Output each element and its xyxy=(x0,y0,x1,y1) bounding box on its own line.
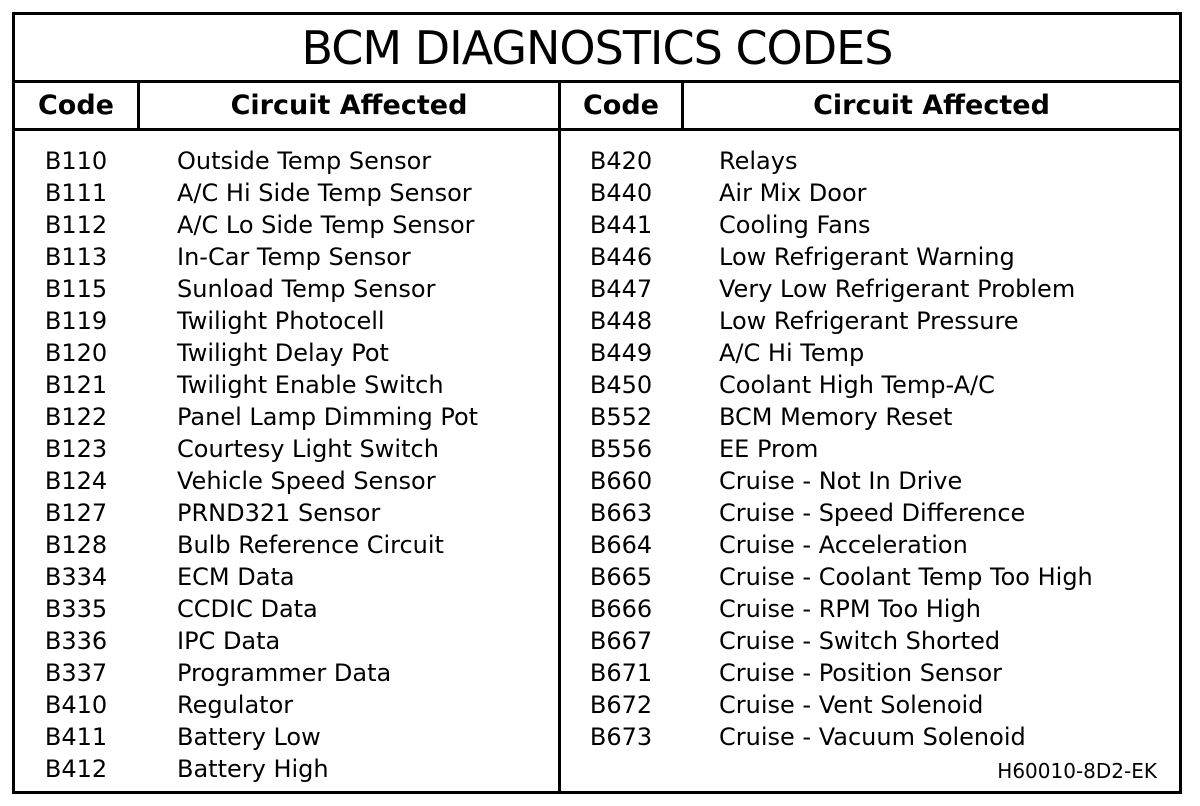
code-cell: B667 xyxy=(589,627,653,655)
circuit-cell: IPC Data xyxy=(177,627,281,655)
code-cell: B660 xyxy=(589,467,653,495)
circuit-cell: EE Prom xyxy=(719,435,819,463)
code-cell: B671 xyxy=(589,659,653,687)
code-cell: B552 xyxy=(589,403,653,431)
circuit-cell: A/C Hi Side Temp Sensor xyxy=(177,179,472,207)
circuit-cell: Relays xyxy=(719,147,798,175)
circuit-cell: Low Refrigerant Pressure xyxy=(719,307,1019,335)
circuit-cell: A/C Hi Temp xyxy=(719,339,865,367)
circuit-cell: Vehicle Speed Sensor xyxy=(177,467,436,495)
circuit-cell: Cruise - RPM Too High xyxy=(719,595,981,623)
circuit-cell: Bulb Reference Circuit xyxy=(177,531,444,559)
circuit-cell: Outside Temp Sensor xyxy=(177,147,432,175)
header-circuit-left: Circuit Affected xyxy=(140,83,558,131)
right-code-column xyxy=(561,145,681,753)
table-title: BCM DIAGNOSTICS CODES xyxy=(15,15,1179,83)
code-cell: B672 xyxy=(589,691,653,719)
code-cell: B448 xyxy=(589,307,653,335)
code-cell: B119 xyxy=(44,307,108,335)
circuit-cell: Cruise - Speed Difference xyxy=(719,499,1026,527)
circuit-cell: Cruise - Acceleration xyxy=(719,531,968,559)
circuit-cell: In-Car Temp Sensor xyxy=(177,243,411,271)
code-cell: B447 xyxy=(589,275,653,303)
code-cell: B666 xyxy=(589,595,653,623)
circuit-cell: Cruise - Position Sensor xyxy=(719,659,1003,687)
circuit-cell: Very Low Refrigerant Problem xyxy=(719,275,1076,303)
circuit-cell: Regulator xyxy=(177,691,294,719)
circuit-cell: Battery Low xyxy=(177,723,321,751)
circuit-cell: ECM Data xyxy=(177,563,295,591)
circuit-cell: Twilight Delay Pot xyxy=(177,339,389,367)
header-code-left: Code xyxy=(15,83,137,131)
code-cell: B337 xyxy=(44,659,108,687)
code-cell: B123 xyxy=(44,435,108,463)
code-cell: B449 xyxy=(589,339,653,367)
code-cell: B112 xyxy=(44,211,108,239)
circuit-cell: Cruise - Switch Shorted xyxy=(719,627,1001,655)
circuit-cell: Low Refrigerant Warning xyxy=(719,243,1015,271)
circuit-cell: Twilight Enable Switch xyxy=(177,371,444,399)
code-cell: B446 xyxy=(589,243,653,271)
circuit-cell: Battery High xyxy=(177,755,329,783)
figure-reference: H60010-8D2-EK xyxy=(997,759,1157,783)
right-circuit-column xyxy=(719,145,1174,753)
circuit-cell: Cruise - Not In Drive xyxy=(719,467,963,495)
column-divider xyxy=(137,83,140,131)
diagnostic-codes-table xyxy=(12,12,1182,794)
header-code-right: Code xyxy=(561,83,681,131)
code-cell: B556 xyxy=(589,435,653,463)
circuit-cell: A/C Lo Side Temp Sensor xyxy=(177,211,475,239)
code-cell: B336 xyxy=(44,627,108,655)
code-cell: B121 xyxy=(44,371,108,399)
code-cell: B127 xyxy=(44,499,108,527)
code-cell: B128 xyxy=(44,531,108,559)
circuit-cell: Programmer Data xyxy=(177,659,392,687)
code-cell: B411 xyxy=(44,723,108,751)
code-cell: B441 xyxy=(589,211,653,239)
code-cell: B334 xyxy=(44,563,108,591)
circuit-cell: CCDIC Data xyxy=(177,595,318,623)
code-cell: B113 xyxy=(44,243,108,271)
circuit-cell: Sunload Temp Sensor xyxy=(177,275,436,303)
circuit-cell: Panel Lamp Dimming Pot xyxy=(177,403,479,431)
code-cell: B664 xyxy=(589,531,653,559)
code-cell: B440 xyxy=(589,179,653,207)
code-cell: B120 xyxy=(44,339,108,367)
code-cell: B122 xyxy=(44,403,108,431)
code-cell: B663 xyxy=(589,499,653,527)
circuit-cell: Coolant High Temp-A/C xyxy=(719,371,995,399)
code-cell: B111 xyxy=(44,179,108,207)
header-circuit-right: Circuit Affected xyxy=(684,83,1179,131)
circuit-cell: Cruise - Vacuum Solenoid xyxy=(719,723,1026,751)
code-cell: B115 xyxy=(44,275,108,303)
code-cell: B412 xyxy=(44,755,108,783)
code-cell: B410 xyxy=(44,691,108,719)
circuit-cell: Cruise - Vent Solenoid xyxy=(719,691,984,719)
circuit-cell: Cooling Fans xyxy=(719,211,871,239)
code-cell: B110 xyxy=(44,147,108,175)
code-cell: B124 xyxy=(44,467,108,495)
circuit-cell: PRND321 Sensor xyxy=(177,499,381,527)
column-divider xyxy=(681,83,684,131)
code-cell: B335 xyxy=(44,595,108,623)
circuit-cell: BCM Memory Reset xyxy=(719,403,953,431)
left-code-column xyxy=(15,145,137,785)
code-cell: B673 xyxy=(589,723,653,751)
left-circuit-column xyxy=(177,145,552,785)
circuit-cell: Cruise - Coolant Temp Too High xyxy=(719,563,1093,591)
circuit-cell: Twilight Photocell xyxy=(177,307,385,335)
code-cell: B665 xyxy=(589,563,653,591)
circuit-cell: Air Mix Door xyxy=(719,179,867,207)
circuit-cell: Courtesy Light Switch xyxy=(177,435,439,463)
code-cell: B450 xyxy=(589,371,653,399)
code-cell: B420 xyxy=(589,147,653,175)
